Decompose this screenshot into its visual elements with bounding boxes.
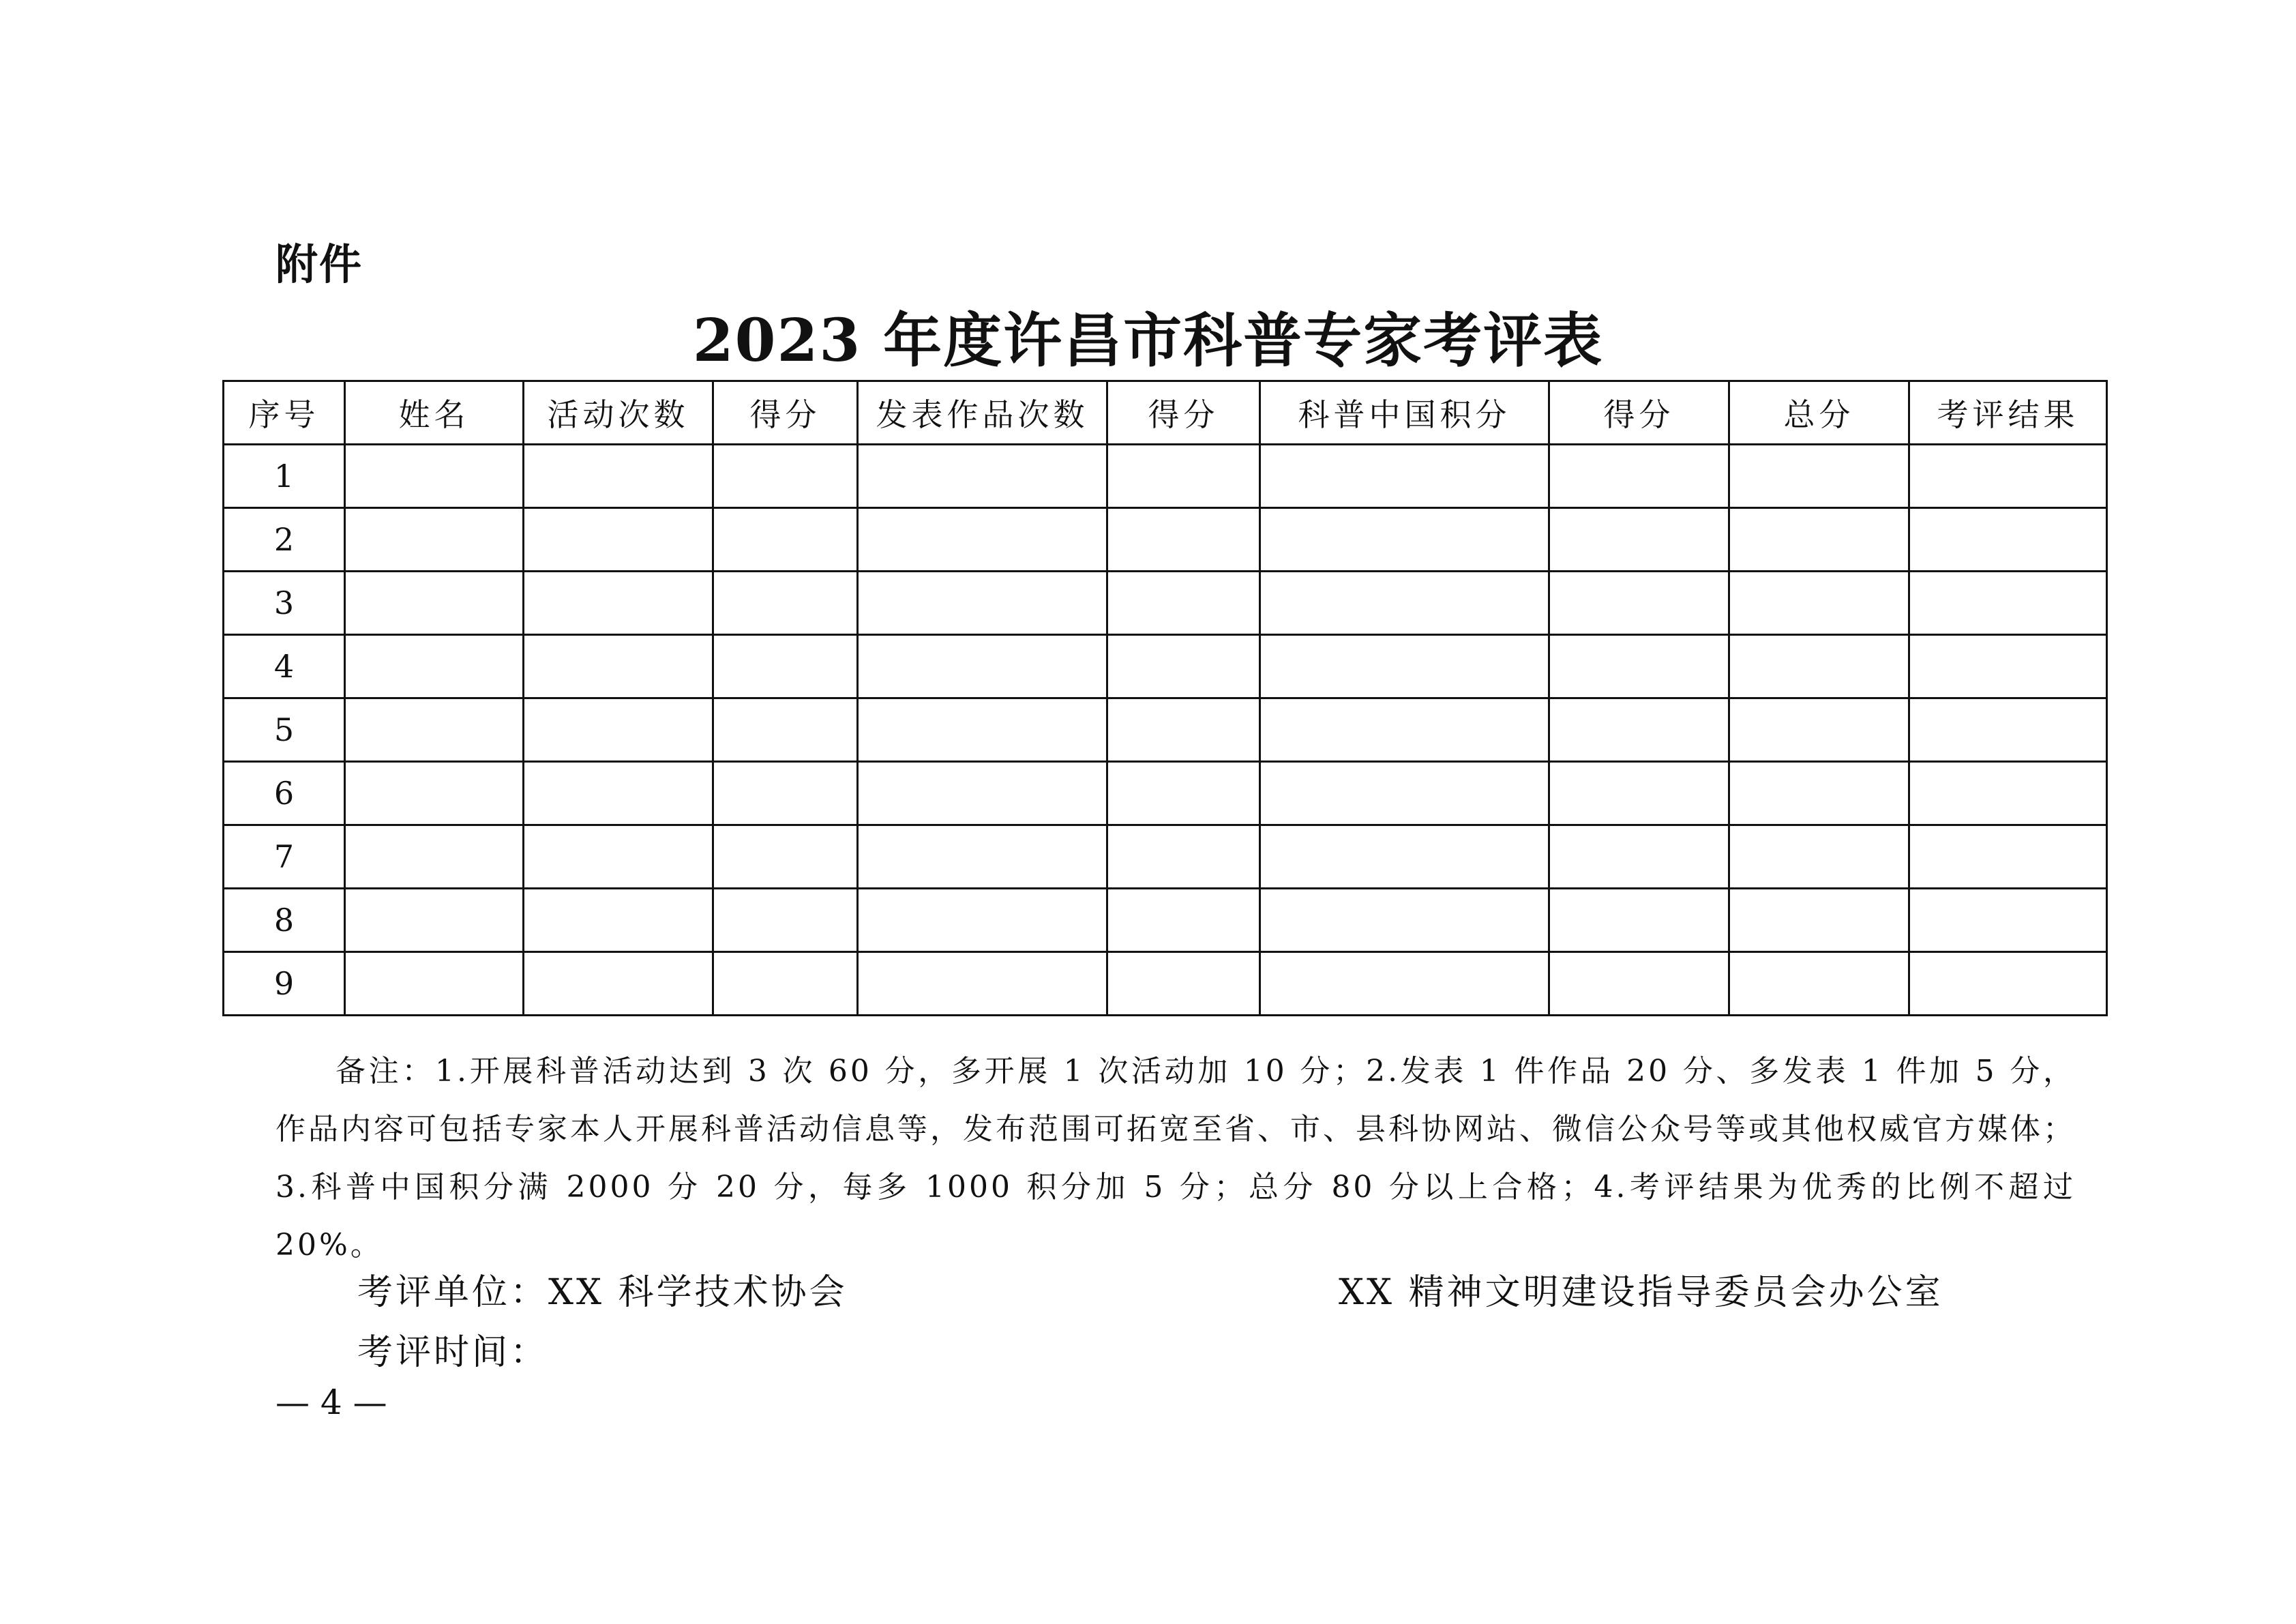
table-cell[interactable]: [1909, 445, 2107, 508]
table-cell[interactable]: [1260, 762, 1549, 825]
table-cell[interactable]: [1260, 635, 1549, 698]
header-name: 姓名: [345, 381, 524, 445]
header-activity-score: 得分: [713, 381, 858, 445]
table-cell[interactable]: [713, 572, 858, 635]
table-cell[interactable]: [713, 825, 858, 889]
table-cell[interactable]: [1549, 508, 1729, 572]
table-cell[interactable]: [524, 445, 713, 508]
table-cell[interactable]: [713, 508, 858, 572]
table-row: [224, 698, 2107, 762]
table-cell[interactable]: [858, 445, 1107, 508]
table-cell[interactable]: [1549, 825, 1729, 889]
header-activity-count: 活动次数: [524, 381, 713, 445]
header-publication-score: 得分: [1107, 381, 1260, 445]
row-index: 9: [224, 952, 345, 1016]
table-cell[interactable]: [858, 889, 1107, 952]
table-cell[interactable]: [713, 445, 858, 508]
table-cell[interactable]: [524, 952, 713, 1016]
header-result: 考评结果: [1909, 381, 2107, 445]
table-cell[interactable]: [1909, 572, 2107, 635]
row-index: 2: [224, 508, 345, 572]
table-cell[interactable]: [1260, 698, 1549, 762]
table-cell[interactable]: [1107, 952, 1260, 1016]
table-cell[interactable]: [524, 825, 713, 889]
table-cell[interactable]: [1107, 698, 1260, 762]
table-row: [224, 889, 2107, 952]
table-cell[interactable]: [1107, 889, 1260, 952]
table-cell[interactable]: [1909, 762, 2107, 825]
table-cell[interactable]: [1909, 889, 2107, 952]
table-cell[interactable]: [1729, 698, 1909, 762]
table-cell[interactable]: [1260, 889, 1549, 952]
row-index: 8: [224, 889, 345, 952]
row-index: 3: [224, 572, 345, 635]
table-cell[interactable]: [524, 635, 713, 698]
table-cell[interactable]: [713, 698, 858, 762]
table-row: [224, 635, 2107, 698]
table-cell[interactable]: [1107, 825, 1260, 889]
table-row: [224, 762, 2107, 825]
page-number: — 4 —: [275, 1383, 387, 1422]
table-cell[interactable]: [345, 445, 524, 508]
header-index: 序号: [224, 381, 345, 445]
table-cell[interactable]: [1260, 508, 1549, 572]
table-cell[interactable]: [1107, 445, 1260, 508]
table-cell[interactable]: [858, 762, 1107, 825]
table-row: [224, 952, 2107, 1016]
header-points-score: 得分: [1549, 381, 1729, 445]
table-cell[interactable]: [1549, 698, 1729, 762]
table-cell[interactable]: [1729, 508, 1909, 572]
table-cell[interactable]: [1729, 825, 1909, 889]
table-cell[interactable]: [524, 698, 713, 762]
row-index: 5: [224, 698, 345, 762]
table-cell[interactable]: [1549, 445, 1729, 508]
table-cell[interactable]: [858, 698, 1107, 762]
table-cell[interactable]: [858, 572, 1107, 635]
table-cell[interactable]: [1549, 572, 1729, 635]
table-cell[interactable]: [858, 825, 1107, 889]
table-cell[interactable]: [1909, 825, 2107, 889]
table-cell[interactable]: [524, 762, 713, 825]
table-cell[interactable]: [858, 635, 1107, 698]
table-cell[interactable]: [524, 889, 713, 952]
table-cell[interactable]: [345, 825, 524, 889]
table-cell[interactable]: [1260, 825, 1549, 889]
page-title: 2023 年度许昌市科普专家考评表: [692, 306, 1604, 375]
row-index: 4: [224, 635, 345, 698]
table-row: [224, 445, 2107, 508]
table-cell[interactable]: [345, 952, 524, 1016]
table-cell[interactable]: [1909, 952, 2107, 1016]
table-cell[interactable]: [345, 889, 524, 952]
table-cell[interactable]: [1260, 445, 1549, 508]
table-cell[interactable]: [1909, 508, 2107, 572]
table-row: [224, 825, 2107, 889]
table-row: [224, 508, 2107, 572]
table-cell[interactable]: [1909, 635, 2107, 698]
table-cell[interactable]: [1729, 572, 1909, 635]
table-cell[interactable]: [1729, 762, 1909, 825]
table-cell[interactable]: [524, 572, 713, 635]
table-cell[interactable]: [1909, 698, 2107, 762]
table-cell[interactable]: [1729, 889, 1909, 952]
table-cell[interactable]: [1107, 572, 1260, 635]
eval-unit: 考评单位：XX 科学技术协会: [357, 1272, 848, 1313]
table-cell[interactable]: [345, 698, 524, 762]
table-cell[interactable]: [713, 762, 858, 825]
office-name: XX 精神文明建设指导委员会办公室: [1339, 1272, 1943, 1313]
table-cell[interactable]: [345, 635, 524, 698]
table-cell[interactable]: [1549, 952, 1729, 1016]
evaluation-table: [222, 380, 2108, 1016]
eval-time: 考评时间：: [357, 1332, 549, 1373]
table-cell[interactable]: [1107, 762, 1260, 825]
table-cell[interactable]: [1549, 889, 1729, 952]
table-cell[interactable]: [345, 572, 524, 635]
table-cell[interactable]: [1549, 635, 1729, 698]
remarks: 备注：1.开展科普活动达到 3 次 60 分，多开展 1 次活动加 10 分；2.发表 1 件作品 20 分、多发表 1 件加 5 分，作品内容可包括专家本人开展科普活动信息等，发布范围可拓宽至省、市、县科协网站、微信公众号等或其他权威官方媒体；3.科普中国积分满 2000 分 20 分，每多 1000 积分加 5 分；总分 80 分以上合格；4.考评结果为优秀的比例不超过 20%。: [275, 1054, 2076, 1263]
table-cell[interactable]: [713, 952, 858, 1016]
table-cell[interactable]: [858, 508, 1107, 572]
row-index: 7: [224, 825, 345, 889]
attachment-label: 附件: [275, 239, 363, 289]
table-cell[interactable]: [713, 889, 858, 952]
header-publication-count: 发表作品次数: [858, 381, 1107, 445]
table-cell[interactable]: [713, 635, 858, 698]
table-cell[interactable]: [1549, 762, 1729, 825]
table-header-row: [224, 381, 2107, 445]
table-cell[interactable]: [1729, 952, 1909, 1016]
table-cell[interactable]: [858, 952, 1107, 1016]
table-cell[interactable]: [1260, 572, 1549, 635]
table-cell[interactable]: [524, 508, 713, 572]
table-cell[interactable]: [345, 508, 524, 572]
header-total-score: 总分: [1729, 381, 1909, 445]
table-cell[interactable]: [345, 762, 524, 825]
header-kepu-points: 科普中国积分: [1260, 381, 1549, 445]
table-row: [224, 572, 2107, 635]
table-cell[interactable]: [1729, 445, 1909, 508]
table-cell[interactable]: [1107, 635, 1260, 698]
table-cell[interactable]: [1107, 508, 1260, 572]
table-cell[interactable]: [1729, 635, 1909, 698]
table-cell[interactable]: [1260, 952, 1549, 1016]
row-index: 6: [224, 762, 345, 825]
row-index: 1: [224, 445, 345, 508]
